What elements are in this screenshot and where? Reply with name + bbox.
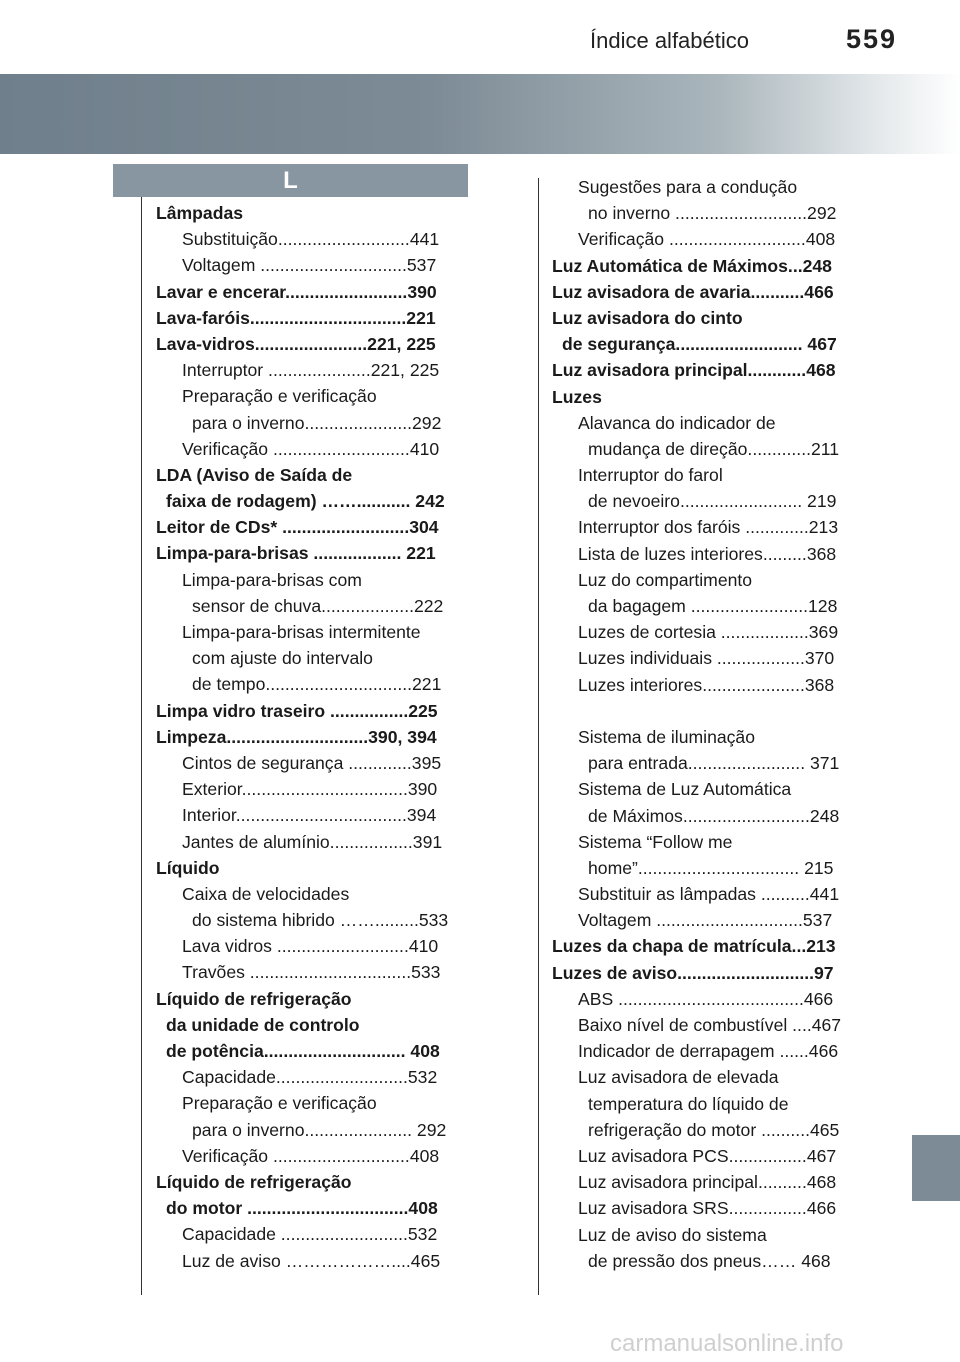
index-entry: Interior...................................394 [182, 805, 437, 826]
index-entry: Luz avisadora de elevada [578, 1067, 779, 1088]
index-entry: Sistema “Follow me [578, 831, 733, 852]
index-entry: da bagagem ........................128 [588, 596, 838, 616]
index-entry: Indicador de derrapagem ......466 [578, 1041, 839, 1062]
index-heading: faixa de rodagem) ……........... 242 [166, 491, 445, 512]
index-heading: Lavar e encerar.........................390 [156, 281, 437, 302]
index-entry: para o inverno...................... 292 [192, 1119, 447, 1140]
index-entry: Luz avisadora principal..........468 [578, 1172, 837, 1193]
index-entry: Baixo nível de combustível ....467 [578, 1015, 842, 1035]
index-entry: Interruptor do farol [578, 465, 723, 486]
index-entry: do sistema hibrido …….........533 [192, 910, 449, 931]
index-entry: Luzes de cortesia ..................369 [578, 622, 839, 643]
index-entry: Luz de aviso do sistema [578, 1224, 767, 1245]
index-entry: Voltagem ..............................537 [182, 255, 437, 276]
index-entry: Sugestões para a condução [578, 177, 798, 197]
index-heading: LDA (Aviso de Saída de [156, 464, 353, 485]
index-entry: de pressão dos pneus…… 468 [588, 1250, 831, 1271]
right-index-column [552, 174, 864, 1274]
index-heading: Luz Automática de Máximos...248 [552, 255, 832, 276]
index-entry: Lava vidros ...........................410 [182, 936, 439, 957]
index-entry: Interruptor .....................221, 225 [182, 360, 440, 381]
index-entry: Caixa de velocidades [182, 883, 350, 904]
index-heading: Limpa-para-brisas .................. 221 [156, 543, 436, 564]
index-heading: da unidade de controlo [166, 1014, 360, 1035]
index-entry: Interruptor dos faróis .............213 [578, 517, 839, 538]
page-number: 559 [846, 24, 898, 54]
index-entry: de tempo..............................221 [192, 674, 442, 695]
index-heading: Luzes da chapa de matrícula...213 [552, 936, 836, 957]
index-heading: Luz avisadora do cinto [552, 307, 743, 328]
index-entry: Voltagem ..............................537 [578, 910, 833, 931]
index-entry: Luzes interiores.....................368 [578, 674, 835, 695]
index-entry: Cintos de segurança .............395 [182, 752, 442, 773]
index-entry: Lista de luzes interiores.........368 [578, 543, 837, 564]
index-entry: mudança de direção.............211 [588, 438, 840, 459]
index-heading: Líquido de refrigeração [156, 988, 352, 1009]
index-entry: no inverno ...........................292 [588, 203, 837, 224]
index-entry: Luz do compartimento [578, 569, 753, 590]
index-heading: Lâmpadas [156, 203, 244, 223]
index-heading: Líquido de refrigeração [156, 1171, 352, 1192]
index-entry: de nevoeiro......................... 219 [588, 491, 837, 512]
index-letter-header: L [113, 164, 468, 197]
index-entry: Sistema de iluminação [578, 726, 756, 747]
index-entry: Luz avisadora SRS................466 [578, 1198, 837, 1219]
header-banner [0, 74, 960, 154]
index-entry: de Máximos..........................248 [588, 805, 840, 826]
index-entry: sensor de chuva...................222 [192, 595, 444, 616]
index-heading: de potência............................. 408 [166, 1041, 440, 1061]
index-entry: Verificação ............................408 [578, 229, 836, 250]
index-entry: Limpa-para-brisas intermitente [182, 622, 421, 642]
index-heading: Limpeza.............................390, 394 [156, 726, 437, 747]
index-entry: para o inverno......................292 [192, 412, 442, 433]
chapter-tab [912, 1135, 960, 1201]
index-heading: do motor .................................408 [166, 1198, 438, 1219]
section-title: Índice alfabético [590, 28, 749, 53]
index-entry: Exterior..................................390 [182, 779, 438, 800]
index-entry: Luz de aviso ………………....465 [182, 1250, 441, 1271]
index-entry: para entrada........................ 371 [588, 753, 840, 774]
index-heading: Luzes de aviso............................97 [552, 962, 834, 983]
index-entry: Capacidade ..........................532 [182, 1224, 438, 1245]
index-entry: Preparação e verificação [182, 1093, 377, 1114]
index-entry: Preparação e verificação [182, 386, 377, 407]
index-heading: de segurança.......................... 467 [562, 334, 837, 355]
index-entry: Limpa-para-brisas com [182, 569, 362, 590]
index-heading: Limpa vidro traseiro ................225 [156, 700, 438, 721]
index-heading: Lava-faróis................................221 [156, 307, 436, 328]
index-entry: ABS ......................................466 [578, 988, 834, 1009]
index-heading: Líquido [156, 857, 220, 878]
index-entry: refrigeração do motor ..........465 [588, 1119, 840, 1140]
index-heading: Leitor de CDs* ..........................304 [156, 517, 439, 538]
index-entry: com ajuste do intervalo [192, 648, 373, 669]
index-heading: Luz avisadora principal............468 [552, 360, 836, 381]
index-entry: Verificação ............................408 [182, 1145, 440, 1166]
index-entry: Luz avisadora PCS................467 [578, 1145, 837, 1166]
left-column-rule [141, 197, 142, 1295]
index-entry [552, 698, 864, 724]
index-entry: Sistema de Luz Automática [578, 779, 792, 800]
watermark: carmanualsonline.info [610, 1330, 844, 1357]
index-entry: temperatura do líquido de [588, 1093, 789, 1114]
column-divider [538, 178, 539, 1295]
left-index-column [156, 200, 466, 1274]
index-heading: Luzes [552, 386, 602, 407]
index-entry: Substituir as lâmpadas ..........441 [578, 884, 840, 905]
index-entry: Luzes individuais ..................370 [578, 648, 835, 669]
index-entry: Substituição...........................441 [182, 229, 440, 250]
index-entry: Alavanca do indicador de [578, 412, 776, 433]
index-entry: Verificação ............................410 [182, 438, 440, 459]
index-heading: Luz avisadora de avaria...........466 [552, 281, 834, 302]
index-entry: Capacidade...........................532 [182, 1067, 438, 1088]
index-heading: Lava-vidros.......................221, 225 [156, 333, 436, 354]
page-header [0, 0, 960, 64]
index-entry: home”................................. 215 [588, 857, 834, 878]
index-entry: Jantes de alumínio.................391 [182, 831, 443, 852]
index-entry: Travões .................................533 [182, 962, 441, 983]
